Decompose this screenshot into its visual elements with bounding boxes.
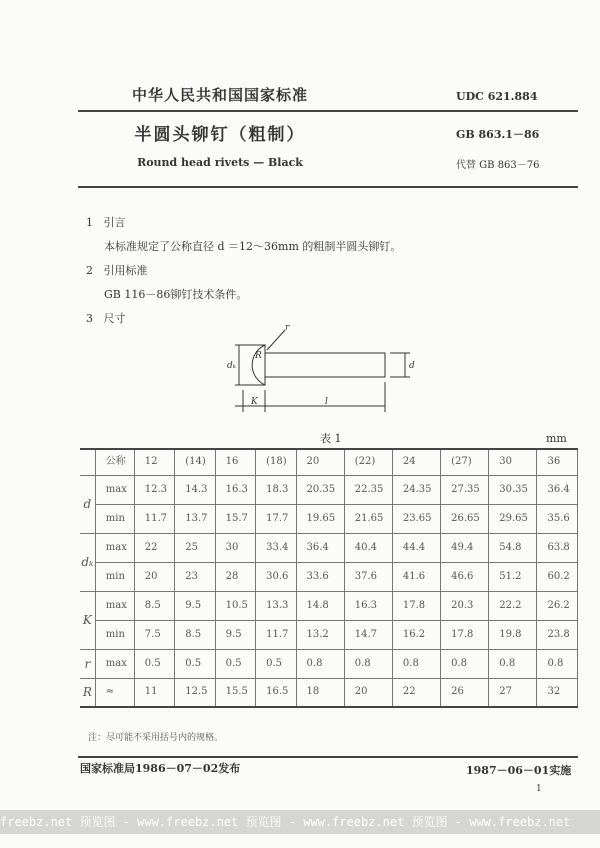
value-cell: 13.2 [296,620,344,649]
limit-label: max [95,649,134,678]
label-l: l [325,397,328,407]
value-cell: 22 [134,533,174,562]
value-cell: 20.3 [441,591,489,620]
table-row [80,620,578,649]
header-cell: (18) [256,449,296,475]
section-2-body: GB 116－86铆钉技术条件。 [104,288,248,301]
value-cell: 9.5 [215,620,255,649]
symbol-cell: dₖ [80,533,95,591]
label-dk: dₖ [227,361,237,371]
table-row [80,562,578,591]
value-cell: 49.4 [441,533,489,562]
value-cell: 0.5 [175,649,215,678]
header-cell: 12 [134,449,174,475]
header-cell: 16 [215,449,255,475]
value-cell: 33.6 [296,562,344,591]
value-cell: 44.4 [392,533,440,562]
rivet-drawing [225,320,425,420]
header-cell: 24 [392,449,440,475]
value-cell: 17.8 [441,620,489,649]
title-divider [78,186,578,188]
value-cell: 54.8 [489,533,537,562]
standard-number: GB 863.1－86 [456,128,540,141]
value-cell: 12.5 [175,678,215,707]
value-cell: 12.3 [134,475,174,504]
watermark: freebz.net 预览图 - www.freebz.net 预览图 - www.freebz.net 预览图 - www.freebz.net [0,810,600,834]
limit-label: min [95,562,134,591]
value-cell: 16.3 [344,591,392,620]
value-cell: 16.2 [392,620,440,649]
limit-label: ≈ [95,678,134,707]
table-row [80,591,578,620]
value-cell: 0.5 [134,649,174,678]
label-K: K [251,397,258,407]
value-cell: 14.7 [344,620,392,649]
value-cell: 63.8 [537,533,578,562]
value-cell: 16.3 [215,475,255,504]
value-cell: 0.8 [344,649,392,678]
value-cell: 19.65 [296,504,344,533]
section-1-body: 本标准规定了公称直径 d ＝12～36mm 的粗制半圆头铆钉。 [104,240,402,253]
value-cell: 21.65 [344,504,392,533]
value-cell: 28 [215,562,255,591]
value-cell: 30 [215,533,255,562]
value-cell: 29.65 [489,504,537,533]
corner-cell [80,449,95,475]
value-cell: 36.4 [296,533,344,562]
header-cell: 20 [296,449,344,475]
value-cell: 41.6 [392,562,440,591]
table-note: 注：尽可能不采用括号内的规格。 [88,733,224,743]
english-title: Round head rivets — Black [137,156,303,169]
limit-label: min [95,504,134,533]
value-cell: 20.35 [296,475,344,504]
value-cell: 27.35 [441,475,489,504]
replaces-note: 代替 GB 863－76 [456,160,540,171]
value-cell: 0.8 [392,649,440,678]
value-cell: 60.2 [537,562,578,591]
udc-number: UDC 621.884 [456,90,538,103]
header-divider [78,110,578,112]
label-d: d [409,361,415,371]
value-cell: 30.6 [256,562,296,591]
table-row [80,475,578,504]
value-cell: 10.5 [215,591,255,620]
value-cell: 24.35 [392,475,440,504]
issuing-body: 中华人民共和国国家标准 [131,86,308,104]
header-cell: (22) [344,449,392,475]
value-cell: 22 [392,678,440,707]
section-2-heading: 2 引用标准 [86,264,148,277]
limit-label: max [95,591,134,620]
dimensions-table [80,448,578,708]
effective-date: 1987－06－01实施 [466,764,572,777]
value-cell: 35.6 [537,504,578,533]
value-cell: 9.5 [175,591,215,620]
table-header-row [80,449,578,475]
value-cell: 40.4 [344,533,392,562]
value-cell: 15.7 [215,504,255,533]
value-cell: 14.8 [296,591,344,620]
value-cell: 0.8 [441,649,489,678]
header-cell: (27) [441,449,489,475]
value-cell: 0.8 [489,649,537,678]
value-cell: 17.8 [392,591,440,620]
value-cell: 20 [344,678,392,707]
value-cell: 51.2 [489,562,537,591]
value-cell: 15.5 [215,678,255,707]
value-cell: 11.7 [134,504,174,533]
value-cell: 11.7 [256,620,296,649]
section-1-heading: 1 引言 [86,216,126,229]
header-cell: 30 [489,449,537,475]
document-title: 半圆头铆钉（粗制） [134,125,306,145]
value-cell: 8.5 [175,620,215,649]
value-cell: 8.5 [134,591,174,620]
symbol-cell: R [80,678,95,707]
value-cell: 26.65 [441,504,489,533]
symbol-cell: K [80,591,95,649]
value-cell: 18 [296,678,344,707]
symbol-cell: r [80,649,95,678]
value-cell: 0.5 [256,649,296,678]
value-cell: 27 [489,678,537,707]
limit-label: max [95,533,134,562]
value-cell: 13.3 [256,591,296,620]
value-cell: 13.7 [175,504,215,533]
section-3-heading: 3 尺寸 [86,312,126,325]
value-cell: 25 [175,533,215,562]
header-cell: 36 [537,449,578,475]
value-cell: 16.5 [256,678,296,707]
value-cell: 0.8 [537,649,578,678]
table-caption: 表 1 [320,432,342,445]
value-cell: 17.7 [256,504,296,533]
value-cell: 0.8 [296,649,344,678]
value-cell: 26 [441,678,489,707]
label-r: r [285,323,290,333]
value-cell: 11 [134,678,174,707]
value-cell: 30.35 [489,475,537,504]
value-cell: 46.6 [441,562,489,591]
limit-label: max [95,475,134,504]
value-cell: 22.35 [344,475,392,504]
table-row [80,504,578,533]
value-cell: 18.3 [256,475,296,504]
header-cell: 公称 [95,449,134,475]
value-cell: 19.8 [489,620,537,649]
value-cell: 22.2 [489,591,537,620]
table-unit: mm [546,432,567,445]
value-cell: 23.65 [392,504,440,533]
header-cell: (14) [175,449,215,475]
value-cell: 23.8 [537,620,578,649]
value-cell: 23 [175,562,215,591]
value-cell: 7.5 [134,620,174,649]
table-row [80,678,578,707]
symbol-cell: d [80,475,95,533]
label-R: R [255,351,262,361]
value-cell: 37.6 [344,562,392,591]
page-number: 1 [536,784,542,794]
value-cell: 0.5 [215,649,255,678]
footer-divider [78,756,578,758]
value-cell: 33.4 [256,533,296,562]
value-cell: 32 [537,678,578,707]
limit-label: min [95,620,134,649]
value-cell: 26.2 [537,591,578,620]
issue-date: 国家标准局1986－07－02发布 [80,762,241,775]
value-cell: 20 [134,562,174,591]
value-cell: 36.4 [537,475,578,504]
table-row [80,533,578,562]
value-cell: 14.3 [175,475,215,504]
table-row [80,649,578,678]
